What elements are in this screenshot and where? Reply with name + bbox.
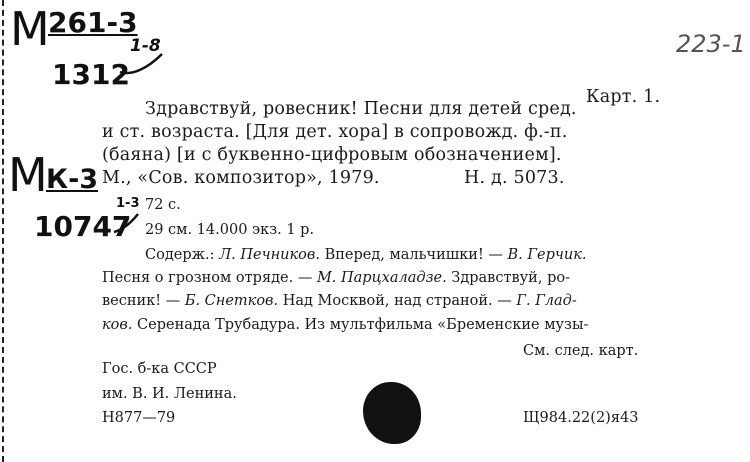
song-title: Серенада Трубадура. Из мультфильма «Бременские музы- [132,317,589,333]
corner-note: 223-1 [676,30,746,58]
continued-note: См. след. карт. [523,343,639,359]
card-number: Карт. 1. [586,87,661,107]
title-line-2: и ст. возраста. [Для дет. хора] в сопровожд. ф.-п. [102,122,568,142]
shelf-mark-top-number: 1312 [52,58,130,91]
card-left-edge [2,0,4,462]
contents-line-3 [102,292,577,310]
shelf-mark-top-bracket [118,50,168,76]
classification-code: Щ984.22(2)я43 [523,410,639,426]
page-count: 72 с. [145,197,181,213]
format-edition-price: 29 см. 14.000 экз. 1 р. [145,222,315,238]
imprint: М., «Сов. композитор», 1979. [102,168,380,188]
shelf-mark-mid-letter: M [8,148,48,202]
contents-line-1 [145,246,587,264]
author-gladkov-cont: ков. [102,317,133,333]
contents-line-4 [102,316,588,334]
song-title: Песня о грозном отряде. — [102,270,317,286]
library-line-1: Гос. б-ка СССР [102,361,217,377]
author-pechnikov: Л. Печников. [219,247,320,263]
song-title: Вперед, мальчишки! — [319,247,508,263]
author-gerchik: В. Герчик. [507,247,587,263]
author-snetkov: Б. Снетков. [184,293,279,309]
author-gladkov: Г. Глад- [516,293,577,309]
title-line-3: (баяна) [и с буквенно-цифровым обозначением]. [102,145,562,165]
shelf-mark-mid-number: 10747 [34,210,132,243]
shelf-mark-top-code: 261-3 [48,6,138,39]
contents-label: Содерж.: [145,247,220,263]
song-title: весник! — [102,293,185,309]
card-code: Н877—79 [102,410,176,426]
shelf-mark-mid-copies: 1-3 [116,196,140,211]
song-title: Здравствуй, ро- [446,270,570,286]
library-line-2: им. В. И. Ленина. [102,386,237,402]
shelf-mark-top-copies: 1-8 [130,36,161,56]
author-partskhaladze: М. Парцхаладзе. [316,270,447,286]
contents-line-2 [102,269,570,287]
ink-blot [363,382,421,444]
shelf-mark-mid-bracket [112,210,142,236]
shelf-mark-top-letter: M [10,2,50,56]
shelf-mark-mid-code: К-3 [46,164,99,195]
title-line-1: Здравствуй, ровесник! Песни для детей сред. [145,99,577,119]
song-title: Над Москвой, над страной. — [278,293,517,309]
plate-number: Н. д. 5073. [464,168,565,188]
